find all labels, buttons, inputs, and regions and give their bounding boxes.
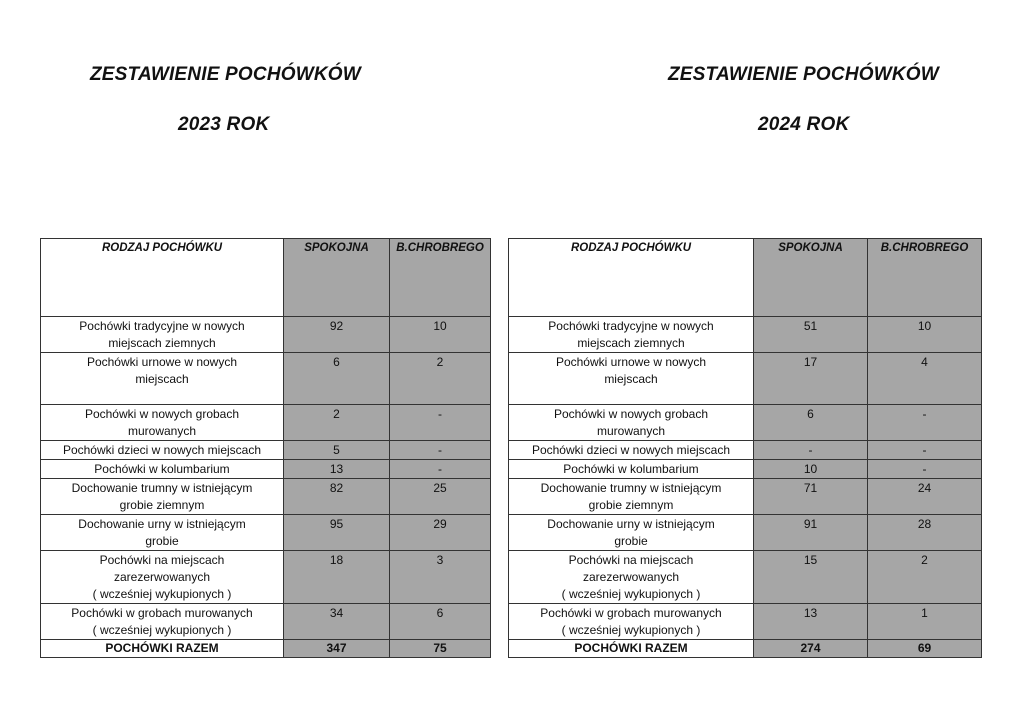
burial-type-line: grobie ziemnym xyxy=(588,498,674,512)
total-chrobrego: 75 xyxy=(390,640,491,658)
burial-type-line: Dochowanie urny w istniejącym xyxy=(78,517,246,531)
chrobrego-count: 29 xyxy=(390,515,491,551)
table-row xyxy=(509,604,982,640)
table-row xyxy=(41,317,491,353)
burial-type-line: Pochówki na miejscach xyxy=(568,553,694,567)
burial-type-cell xyxy=(41,353,284,405)
chrobrego-count: 2 xyxy=(868,551,982,604)
table-2024-wrapper xyxy=(508,238,982,658)
total-label: POCHÓWKI RAZEM xyxy=(509,640,754,658)
burial-type-line: miejscach ziemnych xyxy=(108,336,216,350)
spokojna-count: 82 xyxy=(284,479,390,515)
spokojna-count: 91 xyxy=(754,515,868,551)
burial-type-line: grobie ziemnym xyxy=(119,498,205,512)
burial-type-line: Pochówki urnowe w nowych xyxy=(86,355,238,369)
spokojna-count: 92 xyxy=(284,317,390,353)
burial-type-cell xyxy=(41,460,284,479)
spokojna-count: - xyxy=(754,441,868,460)
total-row xyxy=(41,640,491,658)
burial-type-line: Pochówki na miejscach xyxy=(99,553,225,567)
burial-type-cell xyxy=(509,460,754,479)
burial-type-line: ( wcześniej wykupionych ) xyxy=(92,587,232,601)
title-2024: ZESTAWIENIE POCHÓWKÓW xyxy=(668,64,939,85)
chrobrego-count: - xyxy=(390,405,491,441)
table-row xyxy=(509,441,982,460)
chrobrego-count: 2 xyxy=(390,353,491,405)
header-chrobrego: B.CHROBREGO xyxy=(390,239,491,317)
chrobrego-count: 4 xyxy=(868,353,982,405)
chrobrego-count: 10 xyxy=(390,317,491,353)
table-row xyxy=(41,479,491,515)
spokojna-count: 6 xyxy=(284,353,390,405)
table-row xyxy=(41,353,491,405)
burial-type-line: grobie xyxy=(614,534,648,548)
burials-table-2024 xyxy=(508,238,982,658)
chrobrego-count: 3 xyxy=(390,551,491,604)
burial-type-cell xyxy=(41,317,284,353)
chrobrego-count: 25 xyxy=(390,479,491,515)
spokojna-count: 2 xyxy=(284,405,390,441)
chrobrego-count: - xyxy=(868,405,982,441)
table-row xyxy=(509,317,982,353)
table-row xyxy=(41,460,491,479)
burials-table-2023 xyxy=(40,238,491,658)
table-row xyxy=(41,441,491,460)
header-type: RODZAJ POCHÓWKU xyxy=(41,239,284,317)
spokojna-count: 13 xyxy=(754,604,868,640)
burial-type-line: Pochówki dzieci w nowych miejscach xyxy=(531,443,731,457)
table-row xyxy=(509,479,982,515)
burial-type-cell xyxy=(509,353,754,405)
spokojna-count: 15 xyxy=(754,551,868,604)
table-row xyxy=(509,460,982,479)
header-spokojna: SPOKOJNA xyxy=(754,239,868,317)
table-row xyxy=(509,405,982,441)
burial-type-line: Pochówki w kolumbarium xyxy=(563,462,699,476)
burial-type-line: Dochowanie trumny w istniejącym xyxy=(540,481,722,495)
burial-type-line: ( wcześniej wykupionych ) xyxy=(561,587,701,601)
total-chrobrego: 69 xyxy=(868,640,982,658)
spokojna-count: 95 xyxy=(284,515,390,551)
burial-type-line: miejscach xyxy=(604,372,658,386)
burial-type-line: zarezerwowanych xyxy=(113,570,211,584)
chrobrego-count: 6 xyxy=(390,604,491,640)
burial-type-cell xyxy=(41,441,284,460)
burial-type-line: Pochówki urnowe w nowych xyxy=(555,355,707,369)
burial-type-cell xyxy=(41,515,284,551)
burial-type-line: Pochówki w nowych grobach xyxy=(553,407,709,421)
table-row xyxy=(41,405,491,441)
burial-type-line: miejscach ziemnych xyxy=(577,336,685,350)
burial-type-cell xyxy=(41,604,284,640)
spokojna-count: 51 xyxy=(754,317,868,353)
burial-type-cell xyxy=(41,479,284,515)
total-spokojna: 274 xyxy=(754,640,868,658)
burial-type-line: miejscach xyxy=(135,372,189,386)
chrobrego-count: 28 xyxy=(868,515,982,551)
table-row xyxy=(41,515,491,551)
spokojna-count: 10 xyxy=(754,460,868,479)
header-chrobrego: B.CHROBREGO xyxy=(868,239,982,317)
total-label: POCHÓWKI RAZEM xyxy=(41,640,284,658)
burial-type-cell xyxy=(509,551,754,604)
spokojna-count: 18 xyxy=(284,551,390,604)
total-row xyxy=(509,640,982,658)
burial-type-line: Pochówki w grobach murowanych xyxy=(71,606,253,620)
spokojna-count: 6 xyxy=(754,405,868,441)
burial-type-line: Dochowanie urny w istniejącym xyxy=(547,517,715,531)
burial-type-line: Dochowanie trumny w istniejącym xyxy=(71,481,253,495)
chrobrego-count: - xyxy=(390,441,491,460)
chrobrego-count: - xyxy=(868,460,982,479)
chrobrego-count: 1 xyxy=(868,604,982,640)
burial-type-line: ( wcześniej wykupionych ) xyxy=(561,623,701,637)
total-spokojna: 347 xyxy=(284,640,390,658)
burial-type-line: murowanych xyxy=(596,424,666,438)
chrobrego-count: - xyxy=(868,441,982,460)
burial-type-line: Pochówki tradycyjne w nowych xyxy=(79,319,245,333)
burial-type-line: zarezerwowanych xyxy=(582,570,680,584)
table-row xyxy=(41,604,491,640)
chrobrego-count: - xyxy=(390,460,491,479)
spokojna-count: 13 xyxy=(284,460,390,479)
table-row xyxy=(509,515,982,551)
burial-type-cell xyxy=(41,405,284,441)
table-row xyxy=(41,551,491,604)
spokojna-count: 5 xyxy=(284,441,390,460)
year-2023: 2023 ROK xyxy=(178,114,270,135)
burial-type-cell xyxy=(41,551,284,604)
burial-type-cell xyxy=(509,317,754,353)
spokojna-count: 71 xyxy=(754,479,868,515)
burial-type-line: murowanych xyxy=(127,424,197,438)
burial-type-line: Pochówki w grobach murowanych xyxy=(540,606,722,620)
table-row xyxy=(509,551,982,604)
title-2023: ZESTAWIENIE POCHÓWKÓW xyxy=(90,64,361,85)
burial-type-cell xyxy=(509,441,754,460)
burial-type-cell xyxy=(509,405,754,441)
header-spokojna: SPOKOJNA xyxy=(284,239,390,317)
burial-type-line: Pochówki w kolumbarium xyxy=(94,462,230,476)
burial-type-cell xyxy=(509,515,754,551)
header-type: RODZAJ POCHÓWKU xyxy=(509,239,754,317)
chrobrego-count: 10 xyxy=(868,317,982,353)
year-2024: 2024 ROK xyxy=(758,114,850,135)
table-2023-wrapper xyxy=(40,238,491,658)
burial-type-line: Pochówki tradycyjne w nowych xyxy=(548,319,714,333)
burial-type-line: Pochówki w nowych grobach xyxy=(84,407,240,421)
chrobrego-count: 24 xyxy=(868,479,982,515)
spokojna-count: 34 xyxy=(284,604,390,640)
burial-type-line: grobie xyxy=(145,534,179,548)
table-row xyxy=(509,353,982,405)
burial-type-line: ( wcześniej wykupionych ) xyxy=(92,623,232,637)
burial-type-line: Pochówki dzieci w nowych miejscach xyxy=(62,443,262,457)
burial-type-cell xyxy=(509,479,754,515)
burial-type-cell xyxy=(509,604,754,640)
spokojna-count: 17 xyxy=(754,353,868,405)
